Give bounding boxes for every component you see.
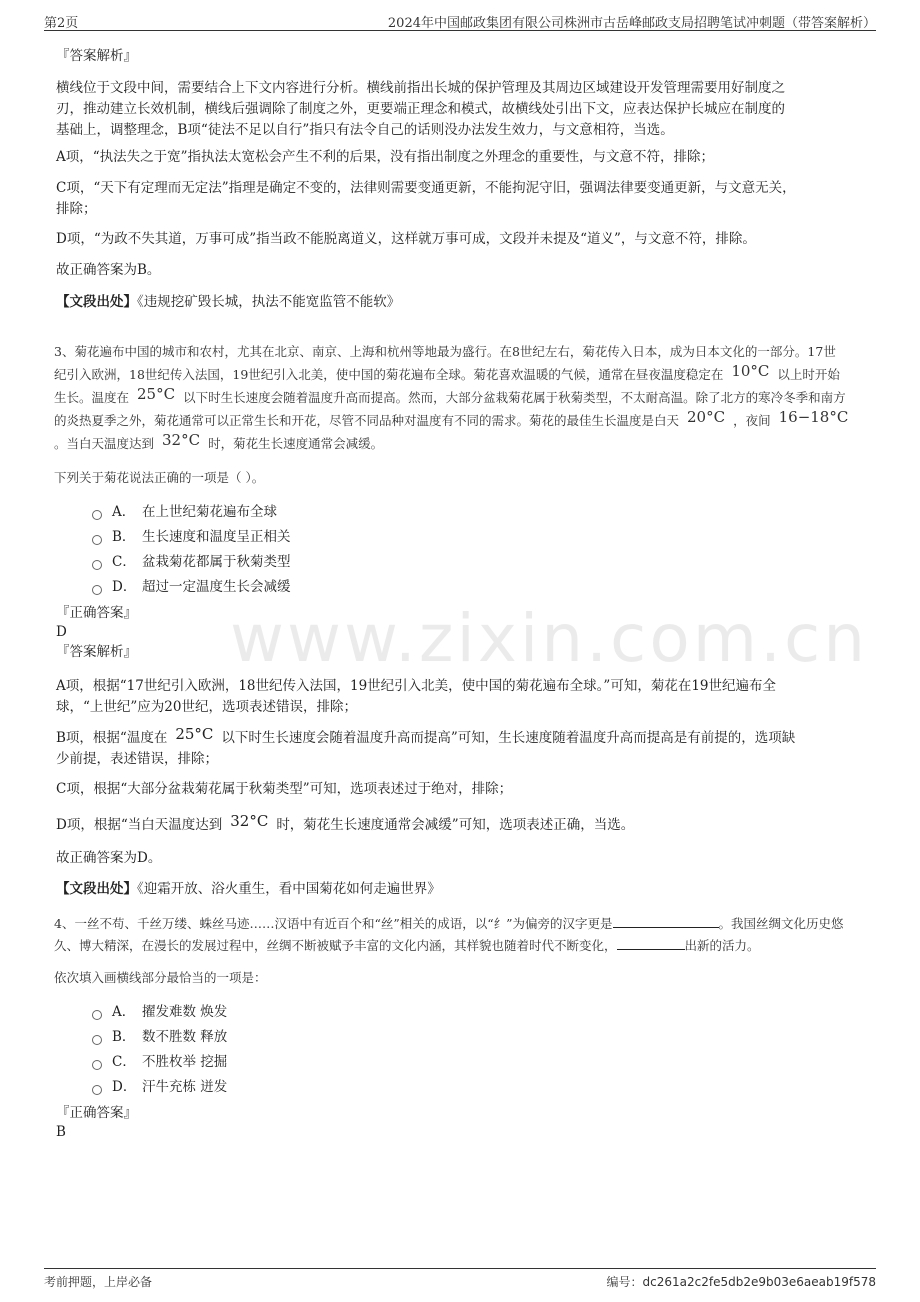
page-number: 第2页 <box>44 16 79 31</box>
analysis-option-d: D项，根据“当白天温度达到 32°C 时，菊花生长速度通常会减缓”可知，选项表述正确，当选。 <box>56 812 635 833</box>
analysis-option-c: C项，“天下有定理而无定法”指理是确定不变的，法律则需要变通更新，不能拘泥守旧，强调法律要变通更新，与文意无关， 排除； <box>56 180 796 217</box>
page-footer <box>44 1268 876 1292</box>
option-c[interactable]: C． 不胜枚举 挖掘 <box>92 1052 227 1072</box>
option-b[interactable]: B． 数不胜数 释放 <box>92 1027 227 1047</box>
temperature-value: 32°C <box>162 431 201 449</box>
fill-blank <box>617 937 685 950</box>
footer-slogan: 考前押题，上岸必备 <box>44 1275 153 1289</box>
page-header <box>44 12 876 31</box>
analysis-option-b: B项，根据“温度在 25°C 以下时生长速度会随着温度升高而提高”可知，生长速度随着温度升高而提高是有前提的，选项缺 少前提，表述错误，排除； <box>56 725 796 767</box>
analysis-option-a: A项，根据“17世纪引入欧洲，18世纪传入法国，19世纪引入北美，使中国的菊花遍布全球。”可知，菊花在19世纪遍布全 球，“上世纪”应为20世纪，选项表述错误，排除； <box>56 678 777 715</box>
option-d[interactable]: D． 超过一定温度生长会减缓 <box>92 577 291 597</box>
analysis-option-a: A项，“执法失之于宽”指执法太宽松会产生不利的后果，没有指出制度之外理念的重要性，与文意不符，排除； <box>56 149 715 165</box>
watermark: www.zixin.com.cn <box>230 600 869 677</box>
temperature-value: 25°C <box>175 725 214 743</box>
radio-button[interactable] <box>92 560 102 570</box>
question-3-stem: 3、菊花遍布中国的城市和农村，尤其在北京、南京、上海和杭州等地最为盛行。在8世纪左右，菊花传入日本，成为日本文化的一部分。17世 纪引入欧洲，18世纪传入法国，19世纪引入北美，使中国的菊花遍布全球。菊花喜欢温暖的气候，通常在昼夜温度稳定在 10°C 以上时开始 生长。温度在 25°C 以下时生长速度会随着温度升高而提高。然而，大部分盆栽菊花属于秋菊类型，不太耐高温。除了北方的寒冷冬季和南方 的炎热夏季之外，菊花通常可以正常生长和开花，尽管不同品种对温度有不同的需求。菊花的最佳生长温度是白天 20°C ，夜间 16−18°C 。当白天温度达到 32°C 时，菊花生长速度通常会减缓。 <box>54 344 849 451</box>
temperature-value: 32°C <box>230 812 269 830</box>
document-title: 2024年中国邮政集团有限公司株洲市古岳峰邮政支局招聘笔试冲刺题（带答案解析） <box>387 16 876 31</box>
correct-answer-heading: 『正确答案』 <box>56 605 137 621</box>
analysis-option-d: D项，“为政不失其道，万事可成”指当政不能脱离道义，这样就万事可成，文段并未提及“道义”，与文意不符，排除。 <box>56 231 756 247</box>
temperature-value: 16−18°C <box>778 408 849 426</box>
option-d[interactable]: D． 汗牛充栋 迸发 <box>92 1077 227 1097</box>
option-b[interactable]: B． 生长速度和温度呈正相关 <box>92 527 291 547</box>
document-code: 编号：dc261a2c2fe5db2e9b03e6aeab19f578 <box>606 1275 876 1289</box>
correct-answer-heading: 『正确答案』 <box>56 1105 137 1121</box>
radio-button[interactable] <box>92 535 102 545</box>
option-a[interactable]: A． 在上世纪菊花遍布全球 <box>92 502 277 522</box>
option-a[interactable]: A． 擢发难数 焕发 <box>92 1002 227 1022</box>
question-4-prompt: 依次填入画横线部分最恰当的一项是： <box>54 970 267 985</box>
radio-button[interactable] <box>92 585 102 595</box>
source-citation: 【文段出处】《违规挖矿毁长城，执法不能宽监管不能软》 <box>56 294 401 310</box>
option-c[interactable]: C． 盆栽菊花都属于秋菊类型 <box>92 552 291 572</box>
radio-button[interactable] <box>92 1085 102 1095</box>
radio-button[interactable] <box>92 1060 102 1070</box>
correct-answer: B <box>56 1124 66 1140</box>
analysis-option-c: C项，根据“大部分盆栽菊花属于秋菊类型”可知，选项表述过于绝对，排除； <box>56 781 513 797</box>
fill-blank <box>613 915 719 928</box>
answer-analysis-heading: 『答案解析』 <box>56 48 137 64</box>
correct-answer-statement: 故正确答案为D。 <box>56 850 162 866</box>
temperature-value: 25°C <box>137 385 176 403</box>
radio-button[interactable] <box>92 510 102 520</box>
correct-answer: D <box>56 624 67 640</box>
temperature-value: 20°C <box>687 408 726 426</box>
analysis-paragraph: 横线位于文段中间，需要结合上下文内容进行分析。横线前指出长城的保护管理及其周边区域建设开发管理需要用好制度之 刃，推动建立长效机制，横线后强调除了制度之外，更要端正理念和模式，故横线处引出下文，应表达保护长城应在制度的 基础上，调整理念，B项“徒法不足以自行”指只有法令自己的话则没办法发生效力，与文意相符，当选。 <box>56 80 785 138</box>
question-4-stem: 4、一丝不苟、千丝万缕、蛛丝马迹……汉语中有近百个和“丝”相关的成语，以“纟”为偏旁的汉字更是 。我国丝绸文化历史悠 久、博大精深，在漫长的发展过程中，丝绸不断被赋予丰富的文化内涵，其样貌也随着时代不断变化， 出新的活力。 <box>54 916 844 953</box>
temperature-value: 10°C <box>731 362 770 380</box>
answer-analysis-heading: 『答案解析』 <box>56 644 137 660</box>
source-citation: 【文段出处】《迎霜开放、浴火重生，看中国菊花如何走遍世界》 <box>56 881 441 897</box>
radio-button[interactable] <box>92 1035 102 1045</box>
correct-answer-statement: 故正确答案为B。 <box>56 262 161 278</box>
question-3-prompt: 下列关于菊花说法正确的一项是（ ）。 <box>54 470 265 485</box>
radio-button[interactable] <box>92 1010 102 1020</box>
